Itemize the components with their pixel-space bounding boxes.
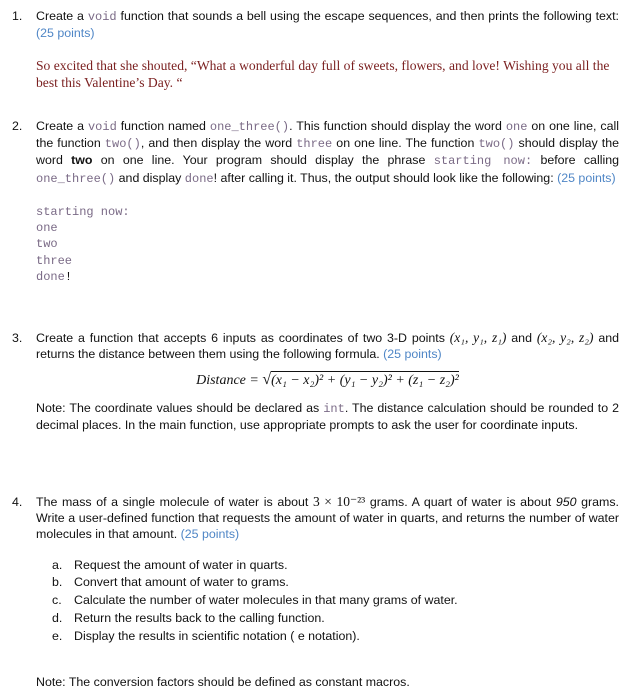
output-line: starting now: bbox=[36, 204, 130, 219]
list-item bbox=[52, 574, 619, 592]
list-item bbox=[52, 610, 619, 628]
output-line: one bbox=[36, 221, 58, 236]
point-1: (x₁, y₁, z₁) bbox=[449, 330, 507, 345]
points-label: (25 points) bbox=[383, 347, 442, 362]
text: . This function should display the word bbox=[289, 119, 506, 133]
text: function that sounds a bell using the escape sequences, and then prints the following text: bbox=[116, 9, 620, 23]
code-one-three: one_three() bbox=[36, 171, 116, 186]
text: and returns the distance between them using the following formula. bbox=[36, 331, 620, 362]
step-text: Convert that amount of water to grams. bbox=[74, 575, 289, 590]
final-note-text: Note: The conversion factors should be defined as constant macros. bbox=[36, 675, 410, 689]
valentine-quote: So excited that she shouted, “What a wonderful day full of sweets, flowers, and love! Wishing you all the best this Valentine’s Day. “ bbox=[36, 58, 610, 90]
output-line: three bbox=[36, 253, 73, 268]
point-2: (x₂, y₂, z₂) bbox=[536, 330, 594, 345]
code-starting-now: starting now: bbox=[433, 154, 533, 169]
quart-grams: 950 bbox=[555, 495, 577, 509]
code-int: int bbox=[323, 401, 345, 416]
final-note bbox=[12, 674, 619, 690]
question-text bbox=[36, 8, 619, 41]
code-two: two() bbox=[478, 137, 515, 152]
list-item bbox=[52, 628, 619, 646]
code-three: three bbox=[296, 137, 333, 152]
text: before calling bbox=[532, 153, 619, 168]
formula-lhs: Distance = bbox=[196, 373, 263, 389]
step-letter: d. bbox=[52, 611, 63, 625]
code-one: one bbox=[505, 120, 528, 134]
text: Create a bbox=[36, 119, 88, 133]
code-done: done bbox=[184, 171, 214, 186]
text: Create a function that accepts 6 inputs as coordinates of two 3-D points bbox=[36, 331, 450, 345]
output-line bbox=[36, 269, 619, 285]
text: on one line, call the function bbox=[36, 119, 619, 151]
question-4 bbox=[12, 494, 619, 646]
question-1 bbox=[12, 8, 619, 91]
question-number: 3. bbox=[12, 331, 23, 345]
text: Create a bbox=[36, 9, 88, 23]
step-text: Return the results back to the calling function. bbox=[74, 611, 325, 625]
step-text: Request the amount of water in quarts. bbox=[74, 557, 288, 572]
formula-rhs: (x₁ − x₂)² + (y₁ − y₂)² + (z₁ − z₂)² bbox=[271, 373, 459, 389]
text: function named bbox=[116, 119, 210, 133]
step-letter: e. bbox=[52, 628, 63, 643]
text: and display bbox=[115, 170, 185, 185]
molecule-mass: 3 × 10⁻²³ bbox=[313, 494, 366, 509]
output-done: done bbox=[36, 270, 65, 284]
text: on one line. The function bbox=[332, 136, 479, 151]
step-text: Display the results in scientific notation ( e notation). bbox=[74, 628, 360, 643]
bold-two: two bbox=[71, 153, 93, 168]
question-2 bbox=[12, 118, 619, 285]
question-text bbox=[36, 494, 619, 543]
step-text: Calculate the number of water molecules in that many grams of water. bbox=[74, 593, 458, 608]
code-two: two() bbox=[104, 137, 141, 152]
step-letter: b. bbox=[52, 575, 63, 590]
text: grams. A quart of water is about bbox=[365, 495, 556, 509]
question-number: 4. bbox=[12, 495, 23, 509]
code-one-three: one_three() bbox=[209, 120, 290, 134]
code-void: void bbox=[87, 120, 117, 134]
output-line: two bbox=[36, 237, 58, 252]
list-item bbox=[52, 557, 619, 575]
step-letter: c. bbox=[52, 593, 62, 608]
text: . The distance calculation should be rounded to 2 decimal places. In the main function, use appropriate prompts to ask the user for coordinate inputs. bbox=[36, 400, 619, 432]
text: on one line. Your program should display the phrase bbox=[92, 153, 434, 168]
points-label: (25 points) bbox=[180, 527, 240, 542]
points-label: (25 points) bbox=[36, 26, 95, 41]
text: Note: The coordinate values should be declared as bbox=[36, 400, 324, 415]
sqrt-icon: √ bbox=[262, 371, 272, 389]
question-number: 1. bbox=[12, 9, 23, 23]
distance-formula bbox=[36, 372, 619, 389]
code-void: void bbox=[87, 10, 117, 24]
expected-output bbox=[36, 204, 619, 285]
text: The mass of a single molecule of water is about bbox=[36, 495, 313, 509]
text: should display the word bbox=[36, 136, 620, 168]
question-text bbox=[36, 330, 619, 362]
text: ! after calling it. Thus, the output should look like the following: bbox=[213, 170, 558, 185]
output-done-suffix: ! bbox=[64, 270, 73, 284]
text: , and then display the word bbox=[140, 136, 297, 151]
text: and bbox=[506, 331, 537, 345]
list-item bbox=[52, 592, 619, 610]
question-number: 2. bbox=[12, 119, 23, 133]
question-3 bbox=[12, 330, 619, 433]
question-text bbox=[36, 118, 619, 187]
step-letter: a. bbox=[52, 557, 63, 572]
points-label: (25 points) bbox=[557, 170, 616, 185]
note bbox=[36, 400, 619, 433]
text: grams. Write a user-defined function that requests the amount of water in quarts, and returns the number of water molecules in that amount. bbox=[36, 495, 619, 542]
steps-list bbox=[52, 557, 619, 646]
